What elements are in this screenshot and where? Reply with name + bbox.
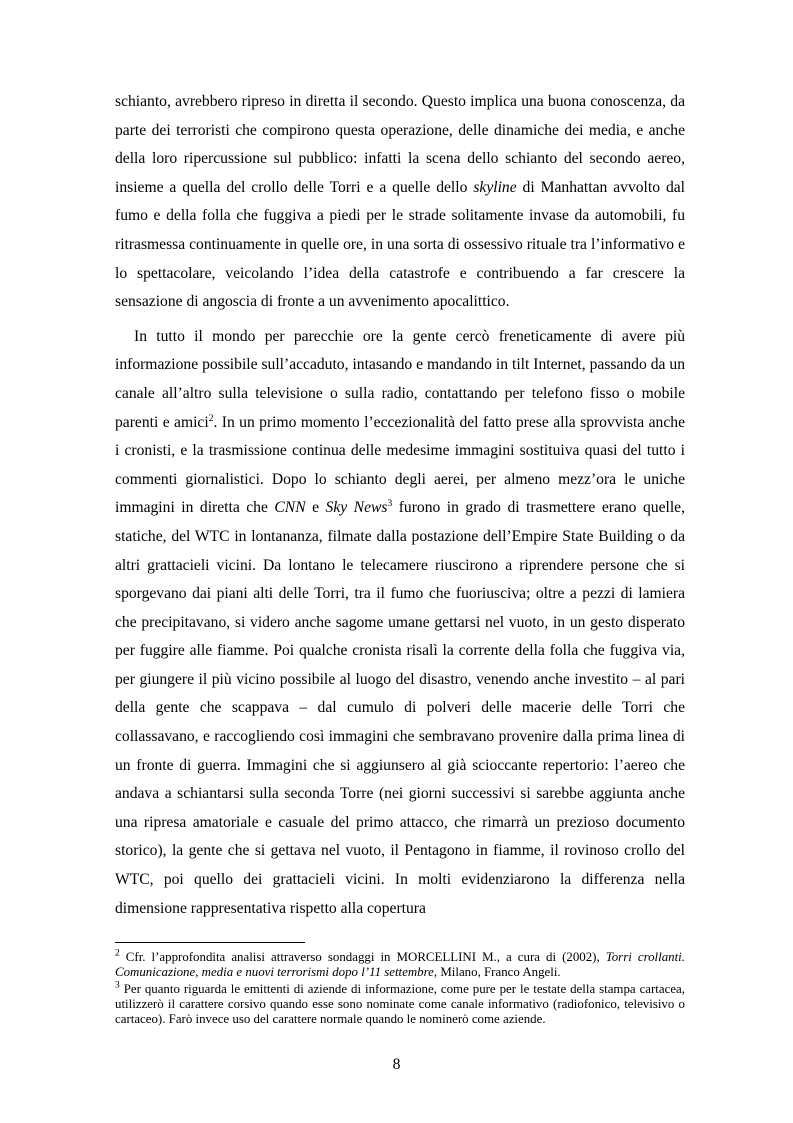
body-text [115,88,685,923]
footnote-2 [115,950,685,980]
paragraph-1-italic-skyline: skyline [473,178,517,196]
footnote-2-italic-title: Torri crollanti. Comunicazione, media e nuovi terrorismi dopo l’11 settembre [115,950,685,979]
paragraph-1-text-b: di Manhattan avvolto dal fumo e della folla che fuggiva a piedi per le strade solitamente invase da automobili, fu ritrasmessa continuamente in quelle ore, in una sorta di ossessivo rituale tra l’informativo e lo spettacolare, veicolando l’idea della catastrofe e contribuendo a far crescere la sensazione di angoscia di fronte a un avvenimento apocalittico. [115,178,685,311]
footnote-2-number: 2 [115,948,120,959]
paragraph-1-text-a: schianto, avrebbero ripreso in diretta il secondo. Questo implica una buona conoscenza, da parte dei terroristi che compirono questa operazione, delle dinamiche dei media, e anche della loro ripercussione sul pubblico: infatti la scena dello schianto del secondo aereo, insieme a quella del crollo delle Torri e a quelle dello [115,93,685,196]
footnote-ref-3[interactable]: 3 [387,499,393,510]
footnote-ref-2[interactable]: 2 [208,413,214,424]
paragraph-2 [115,323,685,923]
footnotes [115,950,685,1029]
paragraph-1 [115,88,685,317]
paragraph-2-italic-cnn: CNN [274,499,306,517]
paragraph-2-text-b: . In un primo momento l’eccezionalità del fatto prese alla sprovvista anche i cronisti, e la trasmissione continua delle medesime immagini sostituiva quasi del tutto i commenti giornalistici. Dopo lo schianto degli aerei, per almeno mezz’ora le uniche immagini in diretta che [115,413,685,517]
footnote-2-text-a: Cfr. l’approfondita analisi attraverso sondaggi in MORCELLINI M., a cura di (2002), [119,950,606,964]
paragraph-2-text-c: e [305,499,326,517]
paragraph-2-text-d: furono in grado di trasmettere erano quelle, statiche, del WTC in lontananza, filmate dalla postazione dell’Empire State Building o da altri grattacieli vicini. Da lontano le telecamere riuscirono a riprendere persone che si sporgevano dai piani alti delle Torri, tra il fumo che fuoriusciva; oltre a pezzi di lamiera che precipitavano, si videro anche sagome umane gettarsi nel vuoto, in un gesto disperato per fuggire alle fiamme. Poi qualche cronista risalì la corrente della folla che fuggiva via, per giungere il più vicino possibile al luogo del disastro, venendo anche investito – al pari della gente che scappava – dal cumulo di polveri delle macerie delle Torri che collassavano, e raccogliendo così immagini che sembravano provenire dalla prima linea di un fronte di guerra. Immagini che si aggiunsero al già scioccante repertorio: l’aereo che andava a schiantarsi sulla seconda Torre (nei giorni successivi si sarebbe aggiunta anche una ripresa amatoriale e casuale del primo attacco, che rimarrà un prezioso documento storico), la gente che si gettava nel vuoto, il Pentagono in fiamme, il rovinoso crollo del WTC, poi quello dei grattacieli vicini. In molti evidenziarono la differenza nella dimensione rappresentativa rispetto alla copertura [115,499,685,917]
footnote-separator [115,942,305,943]
paragraph-2-text-a: In tutto il mondo per parecchie ore la gente cercò freneticamente di avere più informazione possibile sull’accaduto, intasando e mandando in tilt Internet, passando da un canale all’altro sulla televisione o sulla radio, contattando per telefono fisso o mobile parenti e amici [115,327,685,431]
footnote-3-text: Per quanto riguarda le emittenti di aziende di informazione, come pure per le testate della stampa cartacea, utilizzerò il carattere corsivo quando esse sono nominate come canale informativo (radiofonico, televisivo o cartaceo). Farò invece uso del carattere normale quando le nominerò come aziende. [115,982,685,1026]
footnote-2-text-b: , Milano, Franco Angeli. [433,965,561,979]
footnote-3-number: 3 [115,980,120,991]
page-number: 8 [392,1056,401,1073]
footnote-3 [115,982,685,1027]
paragraph-2-italic-sky-news: Sky News [325,499,388,517]
